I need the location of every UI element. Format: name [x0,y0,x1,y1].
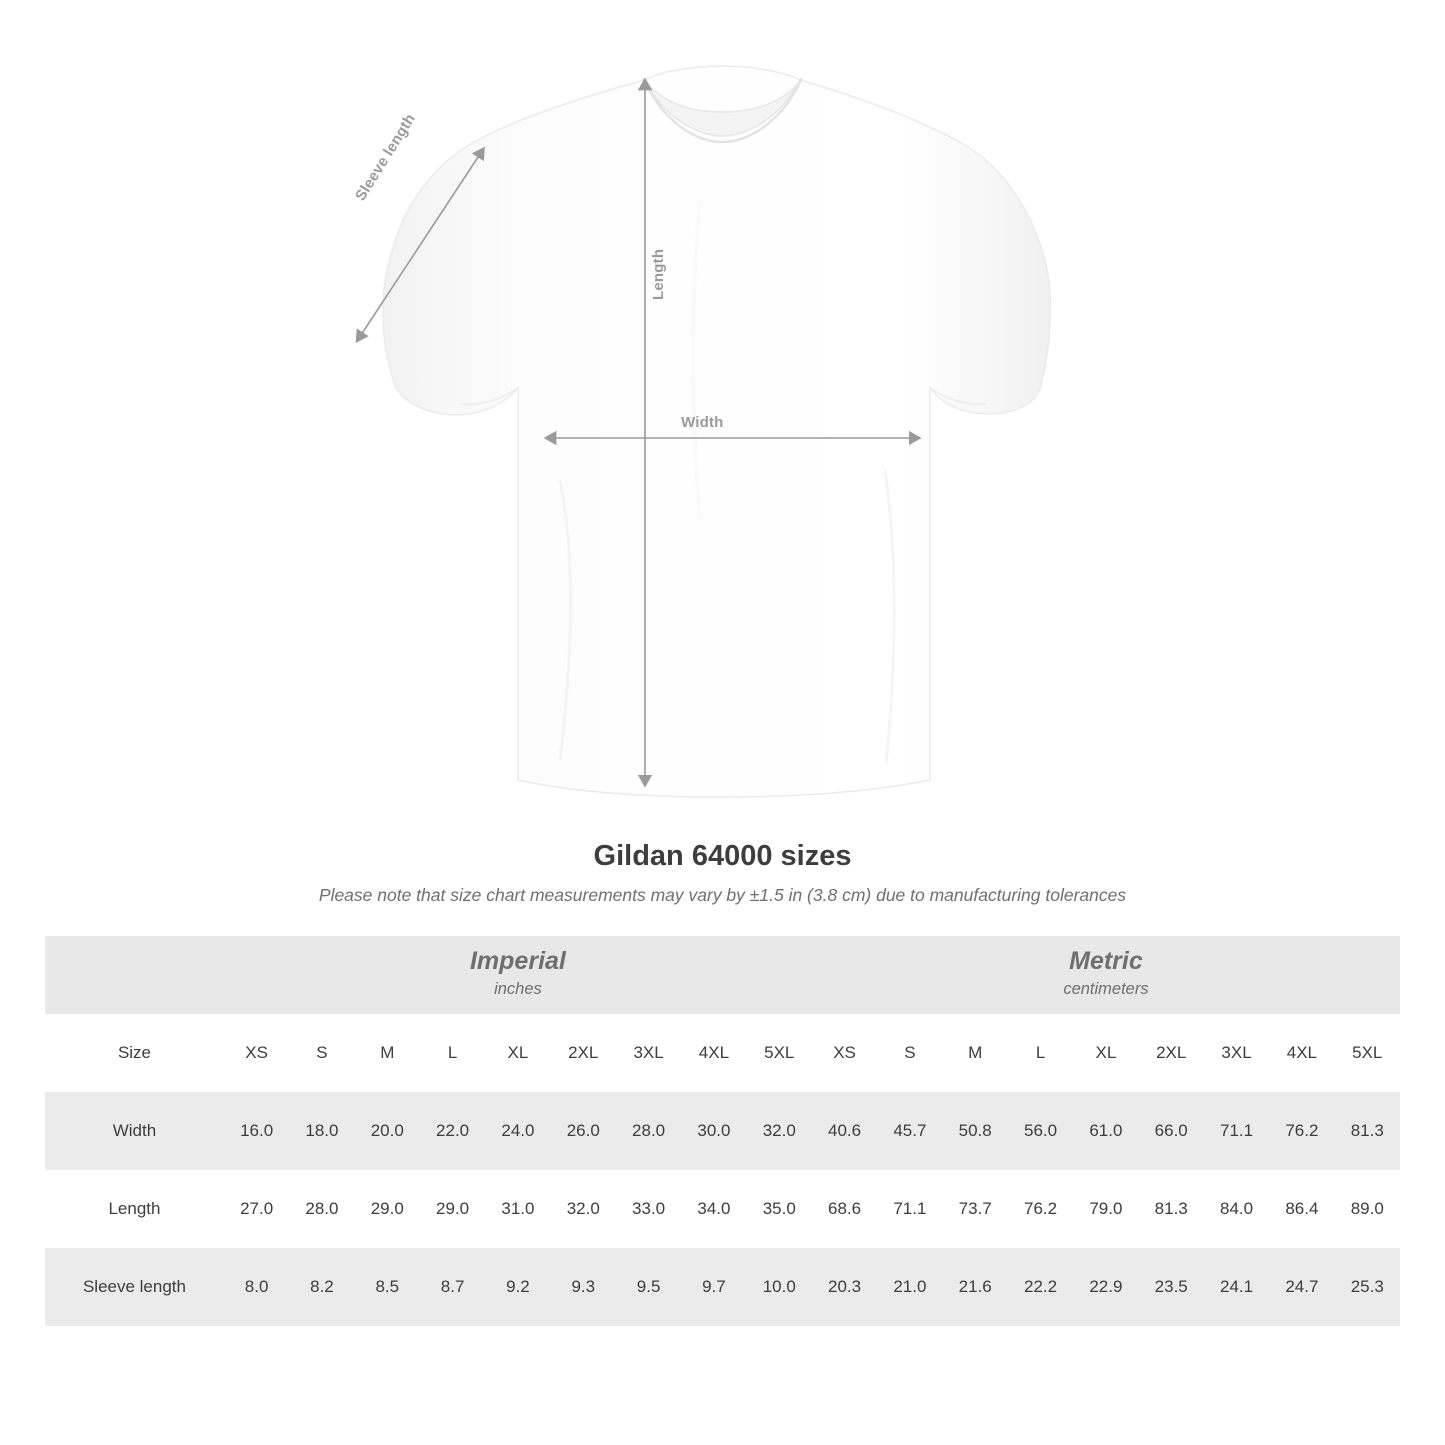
col-header-imperial-4xl: 4XL [681,1014,746,1092]
cell-length-metric-4xl: 86.4 [1269,1170,1334,1248]
cell-length-imperial-3xl: 33.0 [616,1170,681,1248]
cell-sleeve-imperial-xs: 8.0 [224,1248,289,1326]
cell-width-metric-l: 56.0 [1008,1092,1073,1170]
cell-length-metric-xs: 68.6 [812,1170,877,1248]
cell-length-imperial-m: 29.0 [355,1170,420,1248]
cell-width-imperial-4xl: 30.0 [681,1092,746,1170]
cell-sleeve-metric-s: 21.0 [877,1248,942,1326]
cell-length-metric-xl: 79.0 [1073,1170,1138,1248]
metric-header [812,936,1400,1014]
cell-width-metric-s: 45.7 [877,1092,942,1170]
cell-width-imperial-l: 22.0 [420,1092,485,1170]
cell-width-imperial-s: 18.0 [289,1092,354,1170]
row-label-length: Length [45,1170,224,1248]
col-header-imperial-xl: XL [485,1014,550,1092]
col-header-imperial-m: M [355,1014,420,1092]
length-label: Length [650,248,667,300]
cell-width-metric-2xl: 66.0 [1139,1092,1204,1170]
sleeve-length-label: Sleeve length [352,110,420,205]
units-header-spacer [45,936,224,1014]
cell-length-metric-s: 71.1 [877,1170,942,1248]
page-title: Gildan 64000 sizes [593,840,852,872]
cell-length-metric-l: 76.2 [1008,1170,1073,1248]
size-header-row [45,1014,1400,1092]
cell-sleeve-metric-m: 21.6 [943,1248,1008,1326]
title-block [0,840,1445,906]
cell-sleeve-metric-3xl: 24.1 [1204,1248,1269,1326]
col-header-metric-s: S [877,1014,942,1092]
cell-width-metric-4xl: 76.2 [1269,1092,1334,1170]
col-header-metric-2xl: 2XL [1139,1014,1204,1092]
size-table-wrap [0,936,1445,1326]
col-header-metric-4xl: 4XL [1269,1014,1334,1092]
col-header-imperial-2xl: 2XL [551,1014,616,1092]
cell-sleeve-metric-xs: 20.3 [812,1248,877,1326]
row-label-width: Width [45,1092,224,1170]
metric-sub: centimeters [1063,980,1149,999]
cell-sleeve-metric-l: 22.2 [1008,1248,1073,1326]
cell-length-imperial-4xl: 34.0 [681,1170,746,1248]
cell-sleeve-imperial-xl: 9.2 [485,1248,550,1326]
cell-length-metric-2xl: 81.3 [1139,1170,1204,1248]
metric-name: Metric [1069,947,1143,976]
cell-width-metric-xl: 61.0 [1073,1092,1138,1170]
cell-width-imperial-m: 20.0 [355,1092,420,1170]
col-header-metric-l: L [1008,1014,1073,1092]
cell-length-imperial-l: 29.0 [420,1170,485,1248]
cell-sleeve-metric-2xl: 23.5 [1139,1248,1204,1326]
units-header-row [45,936,1400,1014]
size-header-label: Size [45,1014,224,1092]
cell-sleeve-imperial-5xl: 10.0 [747,1248,812,1326]
col-header-imperial-xs: XS [224,1014,289,1092]
cell-sleeve-imperial-2xl: 9.3 [551,1248,616,1326]
cell-sleeve-metric-xl: 22.9 [1073,1248,1138,1326]
tshirt-shape [383,66,1051,797]
cell-sleeve-imperial-3xl: 9.5 [616,1248,681,1326]
col-header-metric-xs: XS [812,1014,877,1092]
cell-width-metric-5xl: 81.3 [1335,1092,1400,1170]
col-header-imperial-l: L [420,1014,485,1092]
cell-length-imperial-xl: 31.0 [485,1170,550,1248]
cell-length-imperial-2xl: 32.0 [551,1170,616,1248]
cell-width-imperial-3xl: 28.0 [616,1092,681,1170]
imperial-sub: inches [494,980,542,999]
cell-width-imperial-xs: 16.0 [224,1092,289,1170]
cell-sleeve-imperial-l: 8.7 [420,1248,485,1326]
col-header-metric-m: M [943,1014,1008,1092]
cell-sleeve-imperial-s: 8.2 [289,1248,354,1326]
table-row-length [45,1170,1400,1248]
width-label: Width [681,414,724,431]
cell-length-imperial-5xl: 35.0 [747,1170,812,1248]
cell-width-metric-xs: 40.6 [812,1092,877,1170]
col-header-metric-5xl: 5XL [1335,1014,1400,1092]
cell-width-imperial-5xl: 32.0 [747,1092,812,1170]
col-header-imperial-3xl: 3XL [616,1014,681,1092]
col-header-metric-xl: XL [1073,1014,1138,1092]
col-header-metric-3xl: 3XL [1204,1014,1269,1092]
imperial-header [224,936,812,1014]
tolerance-note: Please note that size chart measurements may vary by ±1.5 in (3.8 cm) due to manufacturing tolerances [318,885,1127,905]
cell-sleeve-metric-4xl: 24.7 [1269,1248,1334,1326]
col-header-imperial-s: S [289,1014,354,1092]
imperial-name: Imperial [469,947,566,976]
cell-width-metric-m: 50.8 [943,1092,1008,1170]
cell-length-metric-3xl: 84.0 [1204,1170,1269,1248]
cell-sleeve-imperial-m: 8.5 [355,1248,420,1326]
cell-length-imperial-xs: 27.0 [224,1170,289,1248]
cell-width-imperial-2xl: 26.0 [551,1092,616,1170]
size-table [45,936,1400,1326]
cell-sleeve-imperial-4xl: 9.7 [681,1248,746,1326]
cell-length-imperial-s: 28.0 [289,1170,354,1248]
col-header-imperial-5xl: 5XL [747,1014,812,1092]
table-row-width [45,1092,1400,1170]
cell-length-metric-m: 73.7 [943,1170,1008,1248]
cell-sleeve-metric-5xl: 25.3 [1335,1248,1400,1326]
cell-length-metric-5xl: 89.0 [1335,1170,1400,1248]
cell-width-metric-3xl: 71.1 [1204,1092,1269,1170]
row-label-sleeve-length: Sleeve length [45,1248,224,1326]
cell-width-imperial-xl: 24.0 [485,1092,550,1170]
table-row-sleeve-length [45,1248,1400,1326]
